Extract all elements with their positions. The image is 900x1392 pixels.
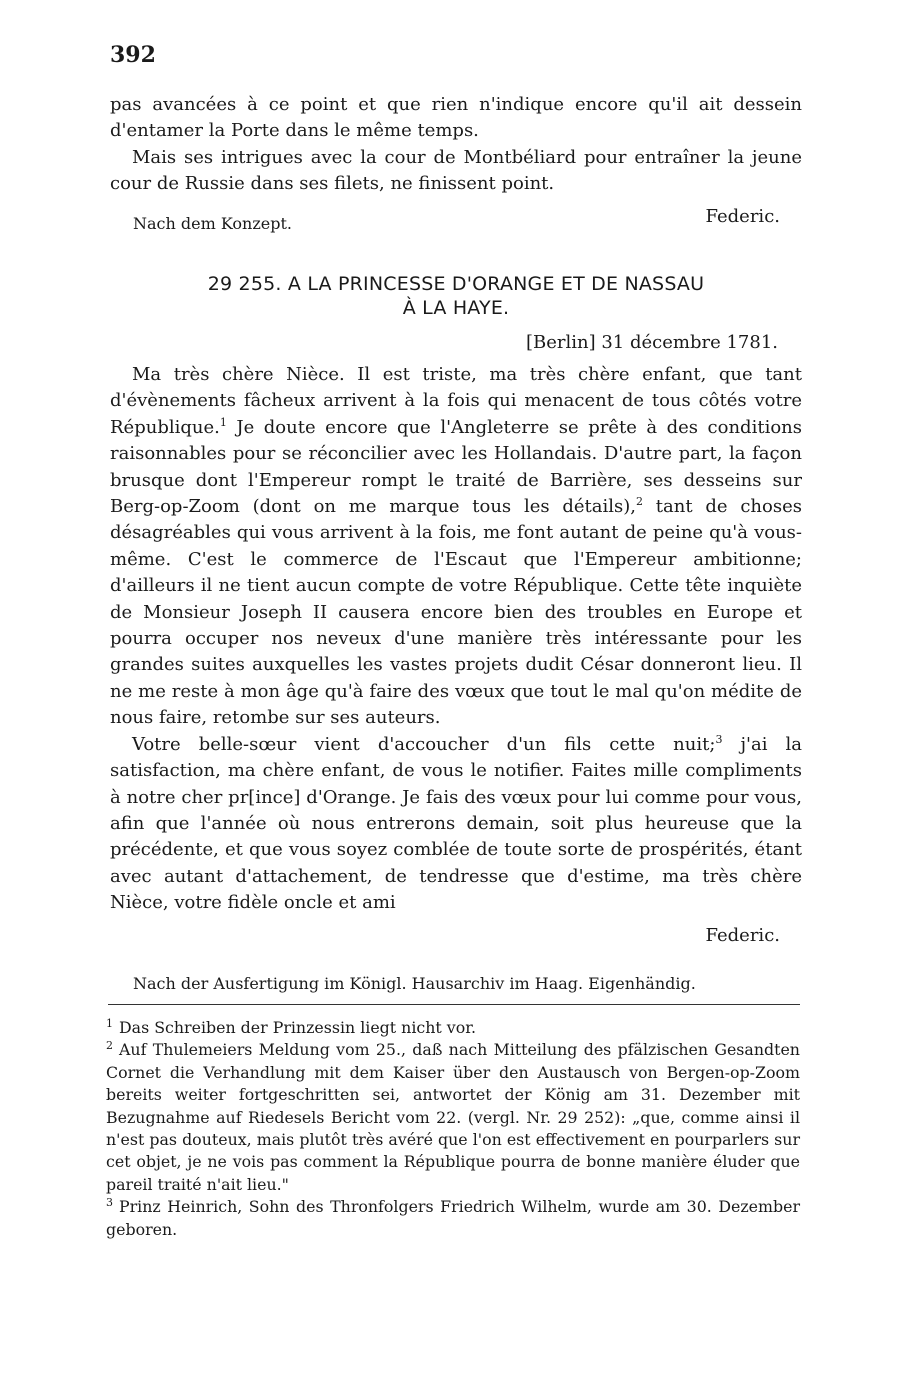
continuation-source-note: Nach dem Konzept. xyxy=(133,214,292,233)
footnote-ref-2: 2 xyxy=(636,495,644,509)
letter-paragraph-1 xyxy=(110,362,802,732)
footnote-1-text: Das Schreiben der Prinzessin liegt nicht vor. xyxy=(119,1018,477,1037)
letter-signature-line xyxy=(110,917,802,946)
footnote-divider xyxy=(108,1004,800,1005)
letter-signature: Federic. xyxy=(705,924,780,946)
footnote-1 xyxy=(106,1017,800,1039)
footnote-3-text: Prinz Heinrich, Sohn des Thronfolgers Friedrich Wilhelm, wurde am 30. Dezember geboren. xyxy=(106,1197,800,1239)
footnote-3 xyxy=(106,1196,800,1241)
letter-paragraph-1-part-b: Je doute encore que l'Angleterre se prête à des conditions raisonnables pour se réconcilier avec les Hollandais. D'autre part, la façon brusque dont l'Empereur rompt le traité de Barrière, ses desseins sur Berg-op-Zoom (dont on me marque tous les détails), xyxy=(110,416,802,518)
footnote-1-mark: 1 xyxy=(106,1016,113,1030)
letter-heading-line-1: 29 255. A LA PRINCESSE D'ORANGE ET DE NASSAU xyxy=(207,273,705,295)
continuation-paragraph-2: Mais ses intrigues avec la cour de Montbéliard pour entraîner la jeune cour de Russie dans ses filets, ne finissent point. xyxy=(110,146,802,195)
footnote-2 xyxy=(106,1039,800,1196)
footnotes xyxy=(106,1017,800,1241)
letter-heading-line-2: À LA HAYE. xyxy=(402,297,510,319)
letter-paragraph-2-part-a: Votre belle-sœur vient d'accoucher d'un fils cette nuit; xyxy=(132,733,716,755)
footnote-3-mark: 3 xyxy=(106,1195,113,1209)
letter-paragraph-1-part-a: Ma très chère Nièce. Il est triste, ma très chère enfant, que tant d'évènements fâcheux arrivent à la fois qui menacent de tous côtés votre République. xyxy=(110,364,802,438)
letter-dateline: [Berlin] 31 décembre 1781. xyxy=(526,332,778,353)
continuation-paragraph-1: pas avancées à ce point et que rien n'indique encore qu'il ait dessein d'entamer la Porte dans le même temps. xyxy=(110,94,802,142)
letter-paragraph-2 xyxy=(110,732,802,917)
letter-source-note: Nach der Ausfertigung im Königl. Hausarchiv im Haag. Eigenhändig. xyxy=(133,974,696,993)
page-number: 392 xyxy=(110,42,156,68)
letter-body xyxy=(110,362,803,946)
continuation-text xyxy=(110,92,802,227)
letter-paragraph-1-part-c: tant de choses désagréables qui vous arrivent à la fois, me font autant de peine qu'à vous-même. C'est le commerce de l'Escaut que l'Empereur ambitionne; d'ailleurs il ne tient aucun compte de votre République. Cette tête inquiète de Monsieur Joseph II causera encore bien des troubles en Europe et pourra occuper nos neveux d'une manière très intéressante pour les grandes suites auxquelles les vastes projets dudit César donneront lieu. Il ne me reste à mon âge qu'à faire des vœux que tout le mal qu'on médite de nous faire, retombe sur ses auteurs. xyxy=(110,496,802,729)
footnote-2-mark: 2 xyxy=(106,1039,113,1053)
footnote-ref-1: 1 xyxy=(219,415,227,429)
footnote-2-text: Auf Thulemeiers Meldung vom 25., daß nach Mitteilung des pfälzischen Gesandten Cornet die Verhandlung mit dem Kaiser über den Austausch von Bergen-op-Zoom bereits weiter fortgeschritten sei, antwortet der König am 31. Dezember mit Bezugnahme auf Riedesels Bericht vom 22. (vergl. Nr. 29 252): „que, comme ainsi il n'est pas douteux, mais plutôt très avéré que l'on est effectivement en pourparlers sur cet objet, je ne vois pas comment la République pourra de bonne manière éluder que pareil traité n'ait lieu." xyxy=(106,1040,800,1194)
letter-paragraph-2-part-b: j'ai la satisfaction, ma chère enfant, de vous le notifier. Faites mille compliments à notre cher pr[ince] d'Orange. Je fais des vœux pour lui comme pour vous, afin que l'année où nous entrerons demain, soit plus heureuse que la précédente, et que vous soyez comblée de toute sorte de prospérités, étant avec autant d'attachement, de tendresse que d'estime, ma très chère Nièce, votre fidèle oncle et ami xyxy=(110,733,803,914)
continuation-signature: Federic. xyxy=(705,205,780,227)
footnote-ref-3: 3 xyxy=(715,732,723,746)
